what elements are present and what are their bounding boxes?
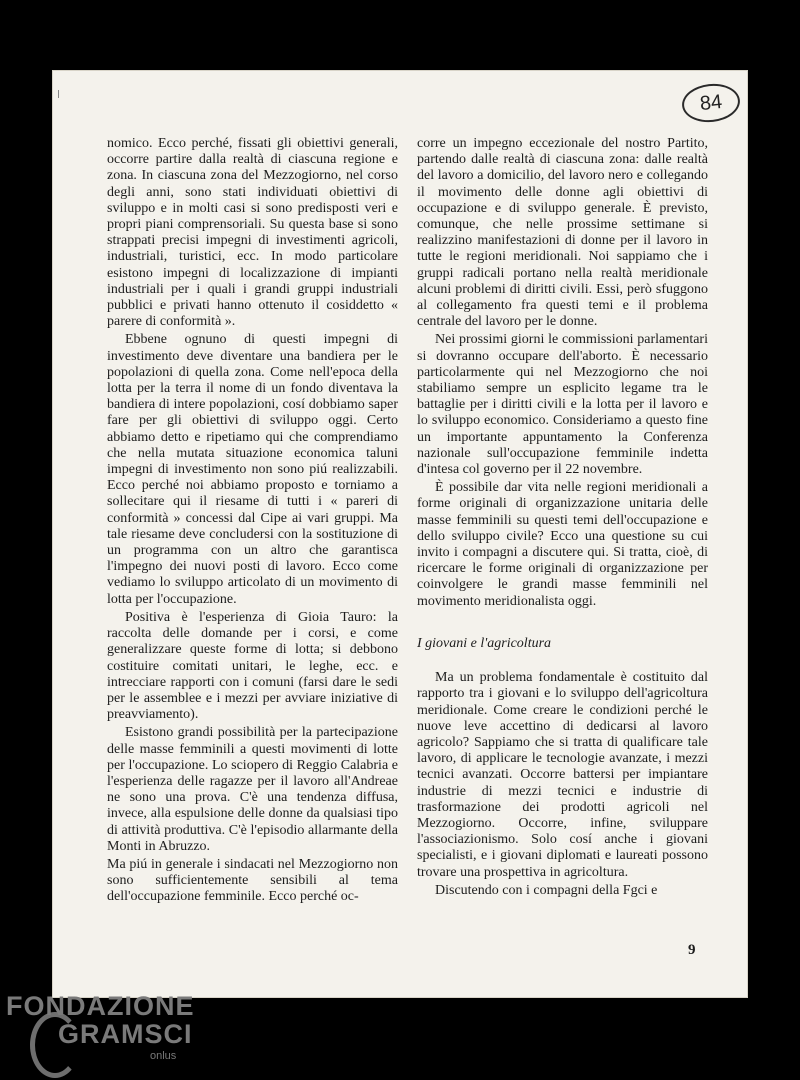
paragraph: È possibile dar vita nelle regioni meridionali a forme originali di organizzazione unitaria delle masse femminili su questi temi dell'occupazione e dello sviluppo civile? Ecco una questione su cui invito i compagni a discutere qui. Si tratta, cioè, di ricercare le forme originali di organizzazione per coinvolgere le grandi masse femminili nel movimento meridionalista oggi. [417, 480, 708, 609]
paragraph: Ma piú in generale i sindacati nel Mezzogiorno non sono sufficientemente sensibili al tema dell'occupazione femminile. Ecco perché oc- [107, 856, 398, 905]
paragraph: Ebbene ognuno di questi impegni di investimento deve diventare una bandiera per le popolazioni di quella zona. Come nell'epoca della lotta per la terra il nome di un fondo diventava la bandiera di intere popolazioni, cosí dobbiamo saper fare per gli obiettivi di sviluppo oggi. Certo abbiamo detto e ripetiamo qui che comprendiamo che nella mutata situazione economica taluni impegni di investimento non sono piú realizzabili. Ecco perché noi abbiamo proposto e torniamo a sollecitare qui il riesame di tutti i « pareri di conformità » concessi dal Cipe ai vari gruppi. Ma tale riesame deve concludersi con la sostituzione di un programma con un altro che garantisca l'impegno dei nuovi posti di lavoro. Ecco come vediamo lo sviluppo articolato di un movimento di lotta per l'occupazione. [107, 332, 398, 607]
paragraph: Discutendo con i compagni della Fgci e [435, 882, 658, 898]
section-heading: I giovani e l'agricoltura [417, 635, 552, 651]
page-number: 9 [688, 942, 696, 958]
right-column [417, 136, 708, 899]
paragraph: Nei prossimi giorni le commissioni parlamentari si dovranno occupare dell'aborto. È necessario particolarmente qui nel Mezzogiorno che noi stabiliamo sempre un esplicito legame tra le battaglie per i diritti civili e la lotta per il lavoro e lo sviluppo economico. Consideriamo a questo fine un importante appuntamento la Conferenza nazionale sull'occupazione femminile indetta d'intesa col governo per il 22 novembre. [417, 332, 708, 478]
archive-stamp: 84 [680, 81, 742, 125]
paragraph: Positiva è l'esperienza di Gioia Tauro: la raccolta delle domande per i corsi, e come generalizzare queste forme di lotta; si debbono costituire comitati unitari, le leghe, ecc. e intrecciare rapporti con i comuni (farsi dare le sedi per le assemblee e i mezzi per avviare iniziative di preavviamento). [107, 609, 398, 723]
watermark [6, 992, 195, 1048]
paragraph: nomico. Ecco perché, fissati gli obiettivi generali, occorre partire dalla realtà di ciascuna regione e zona. In ciascuna zona del Mezzogiorno, nel corso degli anni, sono stati individuati obiettivi di sviluppo e in molti casi si sono predisposti veri e propri piani comprensoriali. Su questa base si sono strappati precisi impegni di investimenti agricoli, industriali, turistici, ecc. In modo particolare esistono impegni di localizzazione di impianti industriali per i quali i grandi gruppi industriali pubblici e privati hanno ottenuto il cosiddetto « parere di conformità ». [107, 136, 398, 330]
paragraph: Ma un problema fondamentale è costituito dal rapporto tra i giovani e lo sviluppo dell'agricoltura meridionale. Come creare le condizioni perché le nuove leve accettino di dedicarsi al lavoro agricolo? Sappiamo che si tratta di qualificare tale lavoro, di applicare le tecnologie avanzate, i mezzi tecnici avanzati. Occorre battersi per impiantare industrie di mezzi tecnici e industrie di trasformazione dei prodotti agricoli nel Mezzogiorno. Occorre, infine, sviluppare l'associazionismo. Solo cosí anche i giovani specialisti, e i giovani diplomati e laureati possono trovare una prospettiva in agricoltura. [417, 670, 708, 880]
watermark-suffix: onlus [150, 1050, 177, 1062]
left-column [107, 136, 398, 906]
watermark-line2: GRAMSCI [58, 1019, 193, 1049]
margin-mark [58, 90, 59, 98]
paragraph: corre un impegno eccezionale del nostro Partito, partendo dalle realtà di ciascuna zona: dalle realtà del lavoro a domicilio, del lavoro nero e collegando il movimento delle donne agli obiettivi di occupazione e di sviluppo generale. È previsto, comunque, che nelle prossime settimane si realizzino manifestazioni di donne per il lavoro in tutte le regioni meridionali. Noi sappiamo che i gruppi radicali portano nella realtà meridionale alcuni problemi di diritti civili. Essi, però sfuggono al collegamento fra questi temi e il problema centrale del lavoro per le donne. [417, 136, 708, 330]
paragraph: Esistono grandi possibilità per la partecipazione delle masse femminili a questi movimenti di lotte per l'occupazione. Lo sciopero di Reggio Calabria e l'esperienza delle ragazze per il lavoro all'Andreae ne sono una prova. C'è una tendenza diffusa, invece, alla espulsione delle donne da qualsiasi tipo di attività produttiva. C'è l'episodio allarmante della Monti in Abruzzo. [107, 725, 398, 854]
document-page [52, 70, 748, 998]
watermark-line1: FONDAZIONE [6, 991, 195, 1021]
